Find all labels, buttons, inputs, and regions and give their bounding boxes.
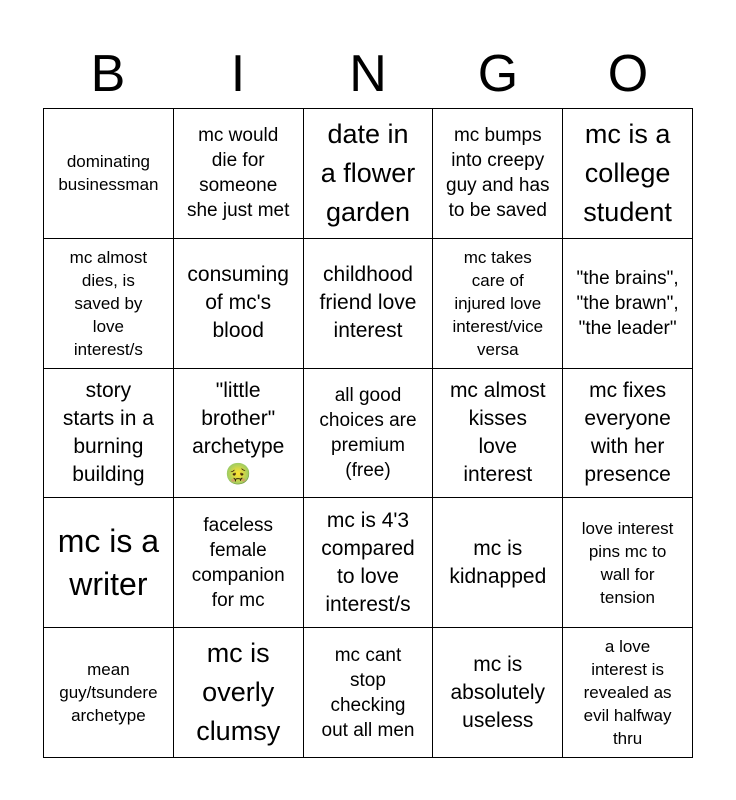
cell-text: date in a flower garden [320,118,416,227]
cell-text: mc is a college student [583,118,672,227]
cell-text: all good choices are premium (free) [319,384,417,481]
cell-text: "the brains", "the brawn", "the leader" [576,267,679,339]
bingo-cell[interactable] [563,498,693,628]
cell-text: love interest pins mc to wall for tension [581,518,674,607]
bingo-cell[interactable] [44,628,174,758]
cell-text: mc almost dies, is saved by love interest/s [69,247,148,359]
cell-text: mc bumps into creepy guy and has to be saved [446,125,550,222]
header-letter-i: I [230,45,246,103]
header-letter-n: N [349,45,387,103]
bingo-cell[interactable] [563,239,693,369]
cell-text: consuming of mc's blood [187,263,289,343]
cell-text: mc is absolutely useless [450,652,546,732]
bingo-cell[interactable] [433,498,563,628]
cell-text: childhood friend love interest [319,263,417,343]
bingo-cell[interactable] [433,239,563,369]
header-letter-g: G [477,45,519,103]
bingo-cell[interactable] [174,109,304,239]
bingo-cell[interactable] [304,109,434,239]
cell-text: story starts in a burning building [62,378,154,486]
cell-text: mc would die for someone she just met [186,125,290,222]
bingo-cell[interactable] [433,109,563,239]
bingo-cell[interactable] [304,498,434,628]
cell-text: mc is overly clumsy [196,638,281,747]
cell-text: mc takes care of injured love interest/vice versa [452,247,544,359]
cell-text: faceless female companion for mc [191,514,285,611]
bingo-cell[interactable] [304,239,434,369]
bingo-cell[interactable] [174,369,304,499]
bingo-cell[interactable] [304,369,434,499]
cell-text: mc is 4'3 compared to love interest/s [321,508,415,616]
bingo-cell[interactable] [563,628,693,758]
cell-text: "little brother" archetype 🤢 [192,378,285,486]
bingo-cell[interactable] [44,109,174,239]
bingo-cell[interactable] [433,628,563,758]
bingo-grid [43,108,693,758]
cell-text: mc fixes everyone with her presence [584,378,671,486]
bingo-cell[interactable] [174,628,304,758]
cell-text: mc is a writer [57,522,160,602]
cell-text: dominating businessman [58,152,159,195]
cell-text: mean guy/tsundere archetype [59,660,158,726]
bingo-cell[interactable] [563,369,693,499]
cell-text: a love interest is revealed as evil halfway thru [583,637,672,749]
bingo-cell[interactable] [44,369,174,499]
bingo-cell[interactable] [433,369,563,499]
bingo-header [43,38,693,110]
bingo-cell[interactable] [44,498,174,628]
bingo-cell[interactable] [44,239,174,369]
bingo-cell[interactable] [304,628,434,758]
header-letter-o: O [607,45,649,103]
cell-text: mc is kidnapped [449,536,547,588]
cell-text: mc almost kisses love interest [449,378,546,486]
bingo-cell[interactable] [174,239,304,369]
cell-text: mc cant stop checking out all men [321,644,415,741]
bingo-cell[interactable] [563,109,693,239]
bingo-cell[interactable] [174,498,304,628]
header-letter-b: B [90,45,126,103]
